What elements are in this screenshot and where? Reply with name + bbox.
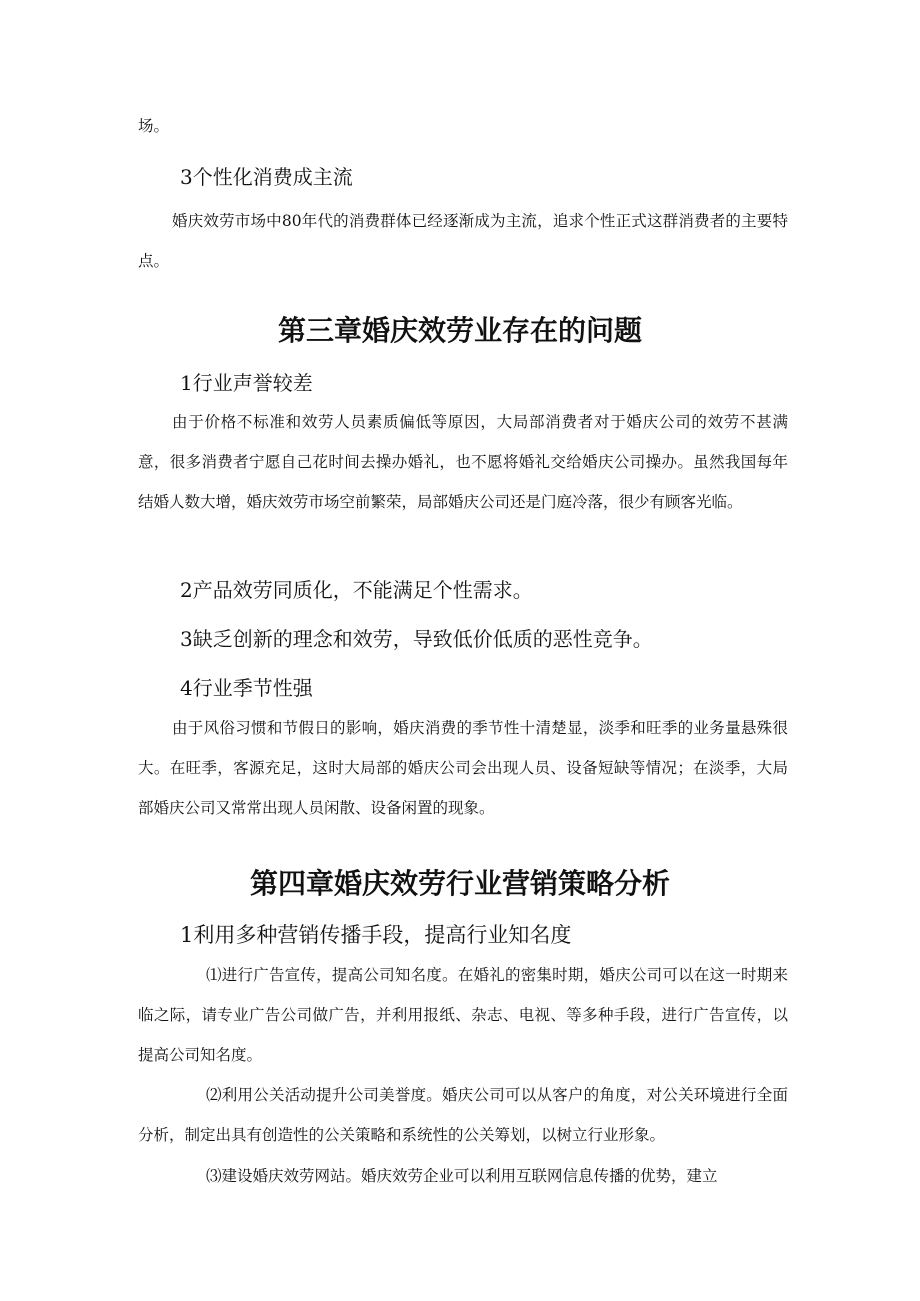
section-heading-reputation: 1行业声誉较差 (180, 371, 313, 395)
carry-over-text: 场。 (138, 117, 170, 135)
chapter-4-title: 第四章婚庆效劳行业营销策略分析 (249, 867, 670, 900)
section-heading-homogeneity: 2产品效劳同质化，不能满足个性需求。 (180, 578, 533, 602)
section-heading-seasonality: 4行业季节性强 (180, 676, 313, 700)
section-heading-innovation: 3缺乏创新的理念和效劳，导致低价低质的恶性竞争。 (180, 627, 653, 651)
paragraph-public-relations: ⑵利用公关活动提升公司美誉度。婚庆公司可以从客户的角度，对公关环境进行全面分析，制定出具有创造性的公关策略和系统性的公关筹划，以树立行业形象。 (138, 1086, 788, 1144)
paragraph-website: ⑶建设婚庆效劳网站。婚庆效劳企业可以利用互联网信息传播的优势，建立 (206, 1167, 718, 1185)
section-heading-marketing-channels: 1利用多种营销传播手段，提高行业知名度 (180, 923, 572, 947)
paragraph-advertising: ⑴进行广告宣传，提高公司知名度。在婚礼的密集时期，婚庆公司可以在这一时期来临之际，请专业广告公司做广告，并利用报纸、杂志、电视、等多种手段，进行广告宣传，以提高公司知名度。 (138, 966, 788, 1064)
paragraph-personalized-consumption: 婚庆效劳市场中80年代的消费群体已经逐渐成为主流，追求个性正式这群消费者的主要特点。 (138, 212, 788, 270)
chapter-3-title: 第三章婚庆效劳业存在的问题 (277, 314, 642, 347)
paragraph-reputation: 由于价格不标准和效劳人员素质偏低等原因，大局部消费者对于婚庆公司的效劳不甚满意，很多消费者宁愿自己花时间去操办婚礼，也不愿将婚礼交给婚庆公司操办。虽然我国每年结婚人数大增，婚庆效劳市场空前繁荣，局部婚庆公司还是门庭冷落，很少有顾客光临。 (138, 413, 788, 511)
paragraph-seasonality: 由于风俗习惯和节假日的影响，婚庆消费的季节性十清楚显，淡季和旺季的业务量悬殊很大。在旺季，客源充足，这时大局部的婚庆公司会出现人员、设备短缺等情况；在淡季，大局部婚庆公司又常常出现人员闲散、设备闲置的现象。 (138, 719, 788, 817)
section-heading-personalized-consumption: 3个性化消费成主流 (180, 165, 353, 189)
